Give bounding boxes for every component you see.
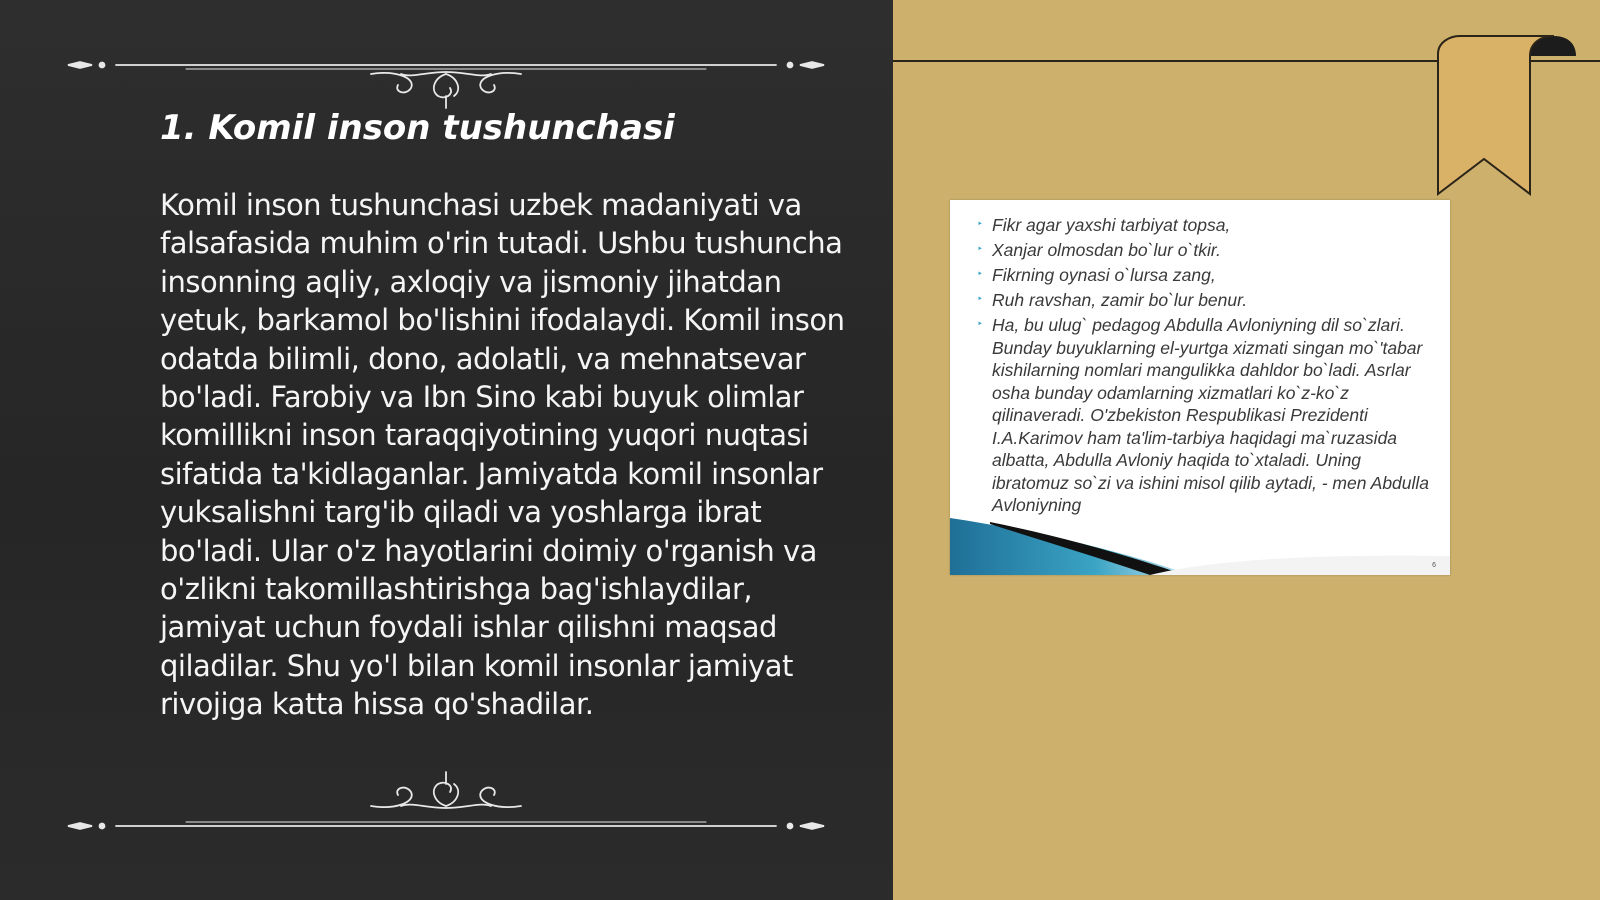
- wave-decoration-icon: [950, 510, 1450, 575]
- bookmark-ribbon-icon: [1430, 34, 1600, 204]
- list-item-text: Fikrning oynasi o`lursa zang,: [992, 265, 1216, 285]
- flourish-divider-bottom-icon: [66, 770, 826, 830]
- list-item-text: Fikr agar yaxshi tarbiyat topsa,: [992, 215, 1231, 235]
- list-item-text: Ha, bu ulug` pedagog Abdulla Avloniyning dil so`zlari. Bunday buyuklarning el-yurtga xizmati singan mo`'tabar kishilarning nomlari mangulikka dahldor bo`ladi. Asrlar osha bunday odamlarning xizmatlari ko`z-ko`z qilinaveradi. O'zbekiston Respublikasi Prezidenti I.A.Karimov ham ta'lim-tarbiya haqidagi ma`ruzasida albatta, Abdulla Avloniy haqida to`xtaladi. Uning ibratomuz so`zi va ishini misol qilib aytadi, - men Abdulla Avloniyning: [992, 315, 1430, 515]
- list-item: [977, 264, 1432, 287]
- list-item: [977, 314, 1432, 517]
- body-paragraph: Komil inson tushunchasi uzbek madaniyati va falsafasida muhim o'rin tutadi. Ushbu tushuncha insonning aqliy, axloqiy va jismoniy jihatdan yetuk, barkamol bo'lishini ifodalaydi. Komil inson odatda bilimli, dono, adolatli, va mehnatsevar bo'ladi. Farobiy va Ibn Sino kabi buyuk olimlar komillikni inson taraqqiyotining yuqori nuqtasi sifatida ta'kidlaganlar. Jamiyatda komil insonlar yuksalishni targ'ib qiladi va yoshlarga ibrat bo'ladi. Ular o'z hayotlarini doimiy o'rganish va o'zlikni takomillashtirishga bag'ishlaydilar, jamiyat uchun foydali ishlar qilishni maqsad qiladilar. Shu yo'l bilan komil insonlar jamiyat rivojiga katta hissa qo'shadilar.: [160, 188, 845, 722]
- page-title: 1. Komil inson tushunchasi: [160, 108, 675, 148]
- bullet-icon: ‣: [977, 294, 983, 305]
- list-item: [977, 239, 1432, 262]
- flourish-divider-top-icon: [66, 50, 826, 110]
- list-item: [977, 214, 1432, 237]
- list-item: [977, 289, 1432, 312]
- bullet-icon: ‣: [977, 219, 983, 230]
- bullet-icon: ‣: [977, 319, 983, 330]
- bullet-icon: ‣: [977, 269, 983, 280]
- list-item-text: Ruh ravshan, zamir bo`lur benur.: [992, 290, 1248, 310]
- quote-list: [977, 214, 1432, 519]
- slide-image-card: [950, 200, 1450, 575]
- bullet-icon: ‣: [977, 244, 983, 255]
- page-number: 6: [1432, 562, 1436, 569]
- list-item-text: Xanjar olmosdan bo`lur o`tkir.: [992, 240, 1221, 260]
